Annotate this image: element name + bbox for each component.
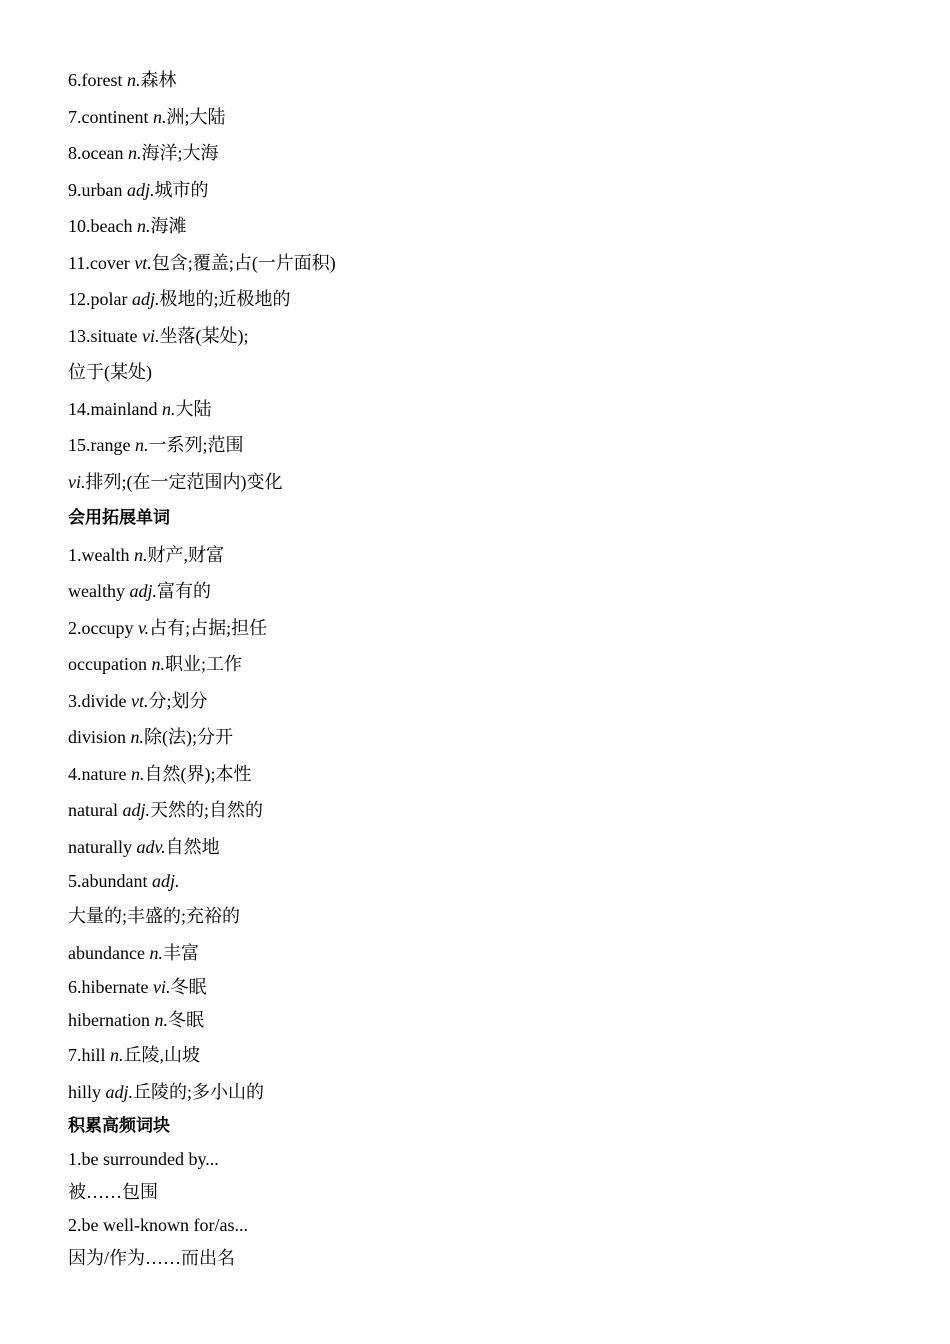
part-of-speech: n. — [152, 106, 167, 127]
vocab-word: 14.mainland — [68, 398, 162, 419]
vocab-entry — [68, 135, 888, 172]
vocab-word: 大量的;丰盛的;充裕的 — [68, 906, 241, 926]
part-of-speech: vi. — [152, 977, 171, 997]
vocab-word: 8.ocean — [68, 143, 128, 163]
vocab-entry — [68, 898, 888, 935]
part-of-speech: n. — [149, 942, 163, 963]
vocab-entry — [68, 391, 888, 428]
part-of-speech: n. — [134, 435, 149, 455]
vocab-word: division — [68, 727, 131, 747]
vocab-word: 7.continent — [68, 106, 153, 127]
vocab-meaning: 冬眠 — [170, 977, 207, 997]
section-heading-text: 会用拓展单词 — [68, 508, 170, 528]
vocab-meaning: 丘陵的;多小山的 — [133, 1081, 265, 1102]
part-of-speech: vi. — [68, 471, 86, 492]
vocab-entry — [68, 1209, 888, 1242]
vocab-meaning: 一系列;范围 — [148, 435, 244, 455]
vocab-word: 1.wealth — [68, 544, 134, 565]
vocab-entry — [68, 683, 888, 720]
vocab-meaning: 自然地 — [165, 836, 220, 857]
part-of-speech: vt. — [131, 690, 149, 711]
vocab-entry — [68, 610, 888, 647]
part-of-speech: n. — [130, 727, 145, 747]
vocab-entry — [68, 427, 888, 464]
vocab-word: naturally — [68, 836, 137, 857]
vocab-entry — [68, 1242, 888, 1275]
vocab-entry — [68, 208, 888, 245]
vocab-word: 12.polar — [68, 289, 132, 309]
vocab-meaning: 极地的;近极地的 — [159, 289, 291, 309]
vocab-entry — [68, 1143, 888, 1176]
vocab-word: 9.urban — [68, 179, 127, 200]
vocab-meaning: 财产,财富 — [147, 544, 224, 565]
vocab-word: 13.situate — [68, 325, 142, 346]
vocab-entry — [68, 99, 888, 136]
part-of-speech: adv. — [136, 836, 166, 857]
section-heading — [68, 1110, 888, 1143]
part-of-speech: v. — [137, 617, 150, 638]
vocab-meaning: 森林 — [140, 70, 177, 90]
vocab-entry — [68, 646, 888, 683]
vocab-meaning: 海滩 — [150, 216, 187, 236]
vocab-word: 位于(某处) — [68, 362, 152, 382]
part-of-speech: adj. — [105, 1081, 134, 1102]
part-of-speech: n. — [136, 216, 151, 236]
vocab-word: 因为/作为……而出名 — [68, 1248, 236, 1268]
vocab-meaning: 丰富 — [162, 942, 199, 963]
vocab-entry — [68, 792, 888, 829]
part-of-speech: vi. — [142, 325, 160, 346]
vocabulary-document — [68, 62, 888, 1275]
vocab-word: 6.hibernate — [68, 977, 153, 997]
vocab-word: hilly — [68, 1081, 106, 1102]
vocab-word: 6.forest — [68, 70, 127, 90]
vocab-meaning: 冬眠 — [167, 1010, 204, 1030]
vocab-meaning: 城市的 — [154, 179, 209, 200]
part-of-speech: adj. — [122, 800, 150, 820]
vocab-meaning: 分;划分 — [148, 690, 208, 711]
part-of-speech: n. — [130, 763, 145, 784]
vocab-word: 10.beach — [68, 216, 137, 236]
vocab-word: 15.range — [68, 435, 135, 455]
vocab-entry — [68, 573, 888, 610]
vocab-meaning: 富有的 — [157, 581, 211, 601]
vocab-entry — [68, 318, 888, 355]
vocab-word: 5.abundant — [68, 871, 152, 891]
vocab-meaning: 海洋;大海 — [141, 143, 219, 163]
part-of-speech: n. — [126, 70, 141, 90]
vocab-meaning: 大陆 — [175, 398, 212, 419]
vocab-entry — [68, 756, 888, 793]
part-of-speech: n. — [110, 1045, 124, 1065]
vocab-meaning: 自然(界);本性 — [144, 763, 252, 784]
part-of-speech: n. — [151, 654, 165, 674]
vocab-word: 3.divide — [68, 690, 131, 711]
vocab-entry — [68, 1037, 888, 1074]
part-of-speech: adj. — [126, 179, 155, 200]
vocab-meaning: 除(法);分开 — [144, 727, 234, 747]
vocab-word: abundance — [68, 942, 150, 963]
vocab-word: occupation — [68, 654, 152, 674]
vocab-word: hibernation — [68, 1010, 155, 1030]
vocab-word: 2.be well-known for/as... — [68, 1215, 248, 1235]
part-of-speech: n. — [154, 1010, 168, 1030]
vocab-entry — [68, 245, 888, 282]
vocab-word: 7.hill — [68, 1045, 111, 1065]
part-of-speech: n. — [127, 143, 142, 163]
vocab-entry — [68, 464, 888, 501]
vocab-entry — [68, 935, 888, 972]
section-heading — [68, 500, 888, 537]
vocab-entry — [68, 1074, 888, 1111]
part-of-speech: adj. — [129, 581, 157, 601]
vocab-word: 被……包围 — [68, 1182, 158, 1202]
part-of-speech: n. — [161, 398, 176, 419]
vocab-entry — [68, 719, 888, 756]
vocab-meaning: 占有;占据;担任 — [149, 617, 268, 638]
part-of-speech: adj. — [151, 871, 180, 891]
vocab-word: wealthy — [68, 581, 130, 601]
vocab-meaning: 天然的;自然的 — [150, 800, 264, 820]
vocab-entry — [68, 971, 888, 1004]
part-of-speech: adj. — [131, 289, 160, 309]
part-of-speech: vt. — [134, 252, 152, 273]
section-heading-text: 积累高频词块 — [68, 1116, 170, 1136]
vocab-entry — [68, 537, 888, 574]
vocab-entry — [68, 62, 888, 99]
vocab-entry — [68, 354, 888, 391]
vocab-entry — [68, 1176, 888, 1209]
vocab-meaning: 排列;(在一定范围内)变化 — [85, 471, 283, 492]
vocab-meaning: 职业;工作 — [164, 654, 242, 674]
vocab-word: 2.occupy — [68, 617, 138, 638]
vocab-entry — [68, 829, 888, 866]
vocab-word: 11.cover — [68, 252, 135, 273]
vocab-meaning: 包含;覆盖;占(一片面积) — [151, 252, 336, 273]
vocab-entry — [68, 172, 888, 209]
vocab-entry — [68, 281, 888, 318]
vocab-word: 1.be surrounded by... — [68, 1149, 219, 1169]
vocab-word: natural — [68, 800, 123, 820]
vocab-entry — [68, 1004, 888, 1037]
part-of-speech: n. — [133, 544, 148, 565]
vocab-word: 4.nature — [68, 763, 131, 784]
vocab-meaning: 丘陵,山坡 — [123, 1045, 201, 1065]
vocab-entry — [68, 865, 888, 898]
vocab-meaning: 坐落(某处); — [159, 325, 249, 346]
vocab-meaning: 洲;大陆 — [166, 106, 226, 127]
